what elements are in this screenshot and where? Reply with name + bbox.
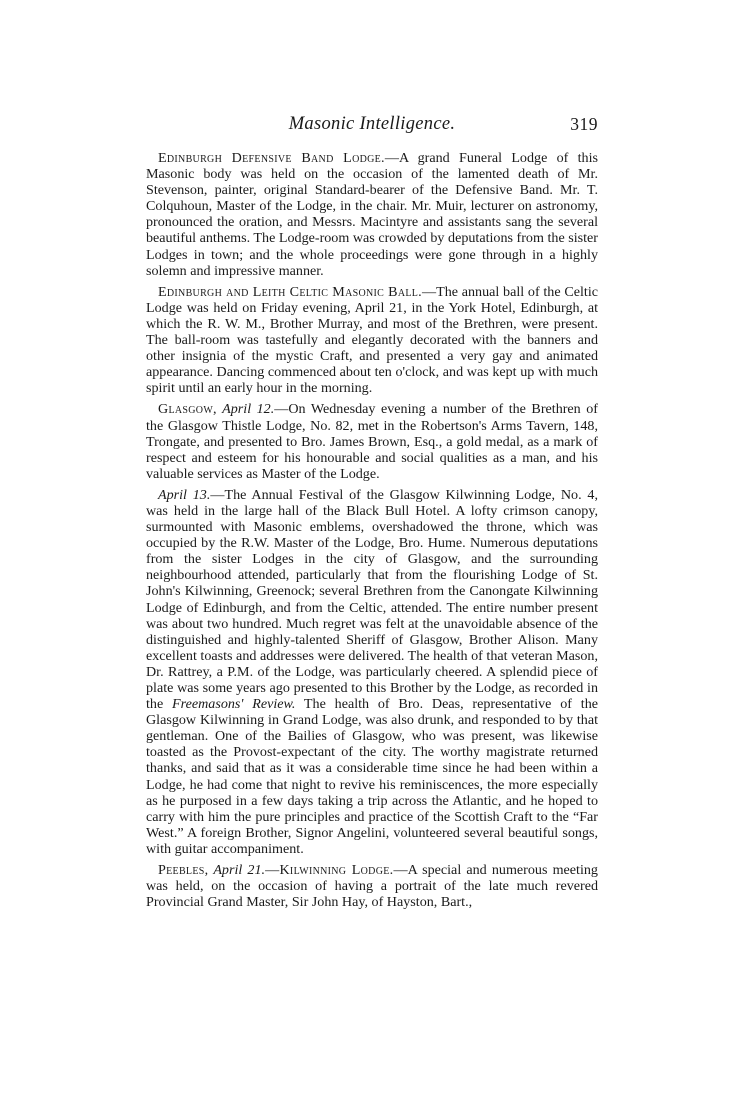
publication-title: Freemasons' Review. bbox=[172, 696, 296, 713]
paragraph-date: April 12. bbox=[216, 401, 275, 418]
paragraph-text: —A grand Funeral Lodge of this Masonic body was held on the occasion of the lamented death of Mr. Stevenson, painter, original Standard-bearer of the Defensive Band. Mr. T. Colquhoun, Master of the Lodge, in the chair. Mr. Muir, lecturer on astronomy, pronounced the oration, and Messrs. Macintyre and assistants sang the several beautiful anthems. The Lodge-room was crowded by deputations from the sister Lodges in town; and the whole proceedings were gone through in a highly solemn and impressive manner. bbox=[146, 150, 598, 279]
running-title: Masonic Intelligence. bbox=[288, 114, 456, 134]
paragraph-date: April 21. bbox=[208, 862, 266, 879]
paragraph-defensive-band-lodge bbox=[146, 150, 598, 279]
paragraph-text: —On Wednesday evening a number of the Brethren of the Glasgow Thistle Lodge, No. 82, met in the Robertson's Arms Tavern, 148, Trongate, and presented to Bro. James Brown, Esq., a gold medal, as a mark of respect and esteem for his honourable and social qualities as a man, and his valuable services as Master of the Lodge. bbox=[146, 401, 598, 482]
paragraph-glasgow-april-12 bbox=[146, 401, 598, 481]
paragraph-peebles-april-21 bbox=[146, 862, 598, 910]
paragraph-text: —The Annual Festival of the Glasgow Kilwinning Lodge, No. 4, was held in the large hall of the Black Bull Hotel. A lofty crimson canopy, surmounted with Masonic emblems, overshadowed the throne, which was occupied by the R.W. Master of the Lodge, Bro. Hume. Numerous deputations from the sister Lodges in the city of Glasgow, and the surrounding neighbourhood attended, particularly that from the flourishing Lodge of St. John's Kilwinning, Greenock; several Brethren from the Canongate Kilwinning Lodge of Edinburgh, and from the Celtic, attended. The entire number present was about two hundred. Much regret was felt at the unavoidable absence of the distinguished and highly-talented Sheriff of Glasgow, Brother Alison. Many excellent toasts and addresses were delivered. The health of that veteran Mason, Dr. Rattrey, a P.M. of the Lodge, was particularly cheered. A splendid piece of plate was some years ago presented to this Brother by the Lodge, as recorded in the bbox=[146, 486, 598, 713]
paragraph-text: —The annual ball of the Celtic Lodge was held on Friday evening, April 21, in the York Hotel, Edinburgh, at which the R. W. M., Brother Murray, and most of the Brethren, were present. The ball-room was tastefully and elegantly decorated with the banners and other insignia of the mystic Craft, and presented a very gay and animated appearance. Dancing commenced about ten o'clock, and was kept up with much spirit until an early hour in the morning. bbox=[146, 283, 598, 397]
paragraph-date: April 13. bbox=[158, 486, 211, 503]
page-number: 319 bbox=[570, 114, 598, 134]
paragraph-lead: Peebles, bbox=[158, 862, 209, 879]
paragraph-text-continued: The health of Bro. Deas, representative of the Glasgow Kilwinning in Grand Lodge, was also drunk, and responded to by that gentleman. One of the Bailies of Glasgow, who was present, was likewise toasted as the Provost-expectant of the city. The worthy magistrate returned thanks, and said that as it was a considerable time since he had been within a Lodge, he had come that night to revive his reminiscences, the more especially as he purposed in a few days taking a trip across the Atlantic, and he hoped to carry with him the pure principles and practice of the Scottish Craft to the “Far West.” A foreign Brother, Signor Angelini, volunteered several beautiful songs, with guitar accompaniment. bbox=[146, 696, 598, 857]
running-head bbox=[146, 114, 598, 140]
paragraph-glasgow-april-13 bbox=[146, 487, 598, 857]
paragraph-lead: Glasgow, bbox=[158, 401, 217, 418]
paragraph-lead: Edinburgh and Leith Celtic Masonic Ball. bbox=[158, 283, 423, 300]
paragraph-lead: Edinburgh Defensive Band Lodge. bbox=[158, 150, 385, 166]
paragraph-subhead: —Kilwinning Lodge. bbox=[265, 862, 394, 879]
paragraph-text: —A special and numerous meeting was held, on the occasion of having a portrait of the late much revered Provincial Grand Master, Sir John Hay, of Hayston, Bart., bbox=[146, 862, 598, 911]
paragraph-celtic-masonic-ball bbox=[146, 284, 598, 397]
book-page bbox=[146, 114, 598, 915]
